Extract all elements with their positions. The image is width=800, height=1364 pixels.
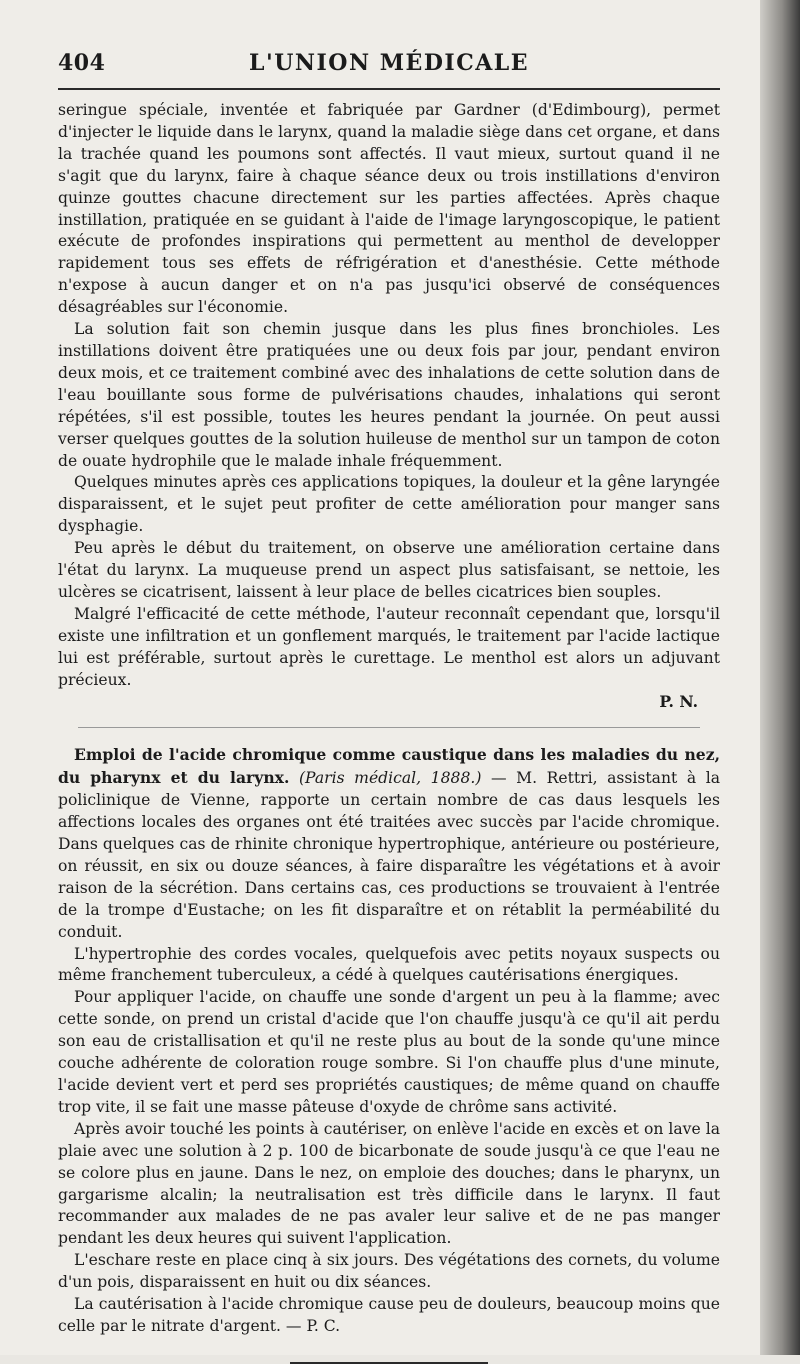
article-lead-paragraph <box>58 744 720 943</box>
continuation-paragraph-1: seringue spéciale, inventée et fabriquée par Gardner (d'Edimbourg), permet d'injecter le liquide dans le larynx, quand la maladie siège dans cet organe, et dans la trachée quand les poumons sont affectés. Il vaut mieux, surtout quand il ne s'agit que du larynx, faire à chaque séance deux ou trois instillations d'environ quinze gouttes chacune directement sur les parties affectées. Après chaque instillation, pratiquée en se guidant à l'aide de l'image laryngoscopique, le patient exécute de profondes inspirations qui permettent au menthol de developper rapidement tous ses effets de réfrigération et d'anesthésie. Cette méthode n'expose à aucun danger et on n'a pas jusqu'ici observé de conséquences désagréables sur l'économie. <box>58 101 720 317</box>
continuation-signature: P. N. <box>659 692 698 712</box>
page-header <box>58 40 720 76</box>
continuation-paragraph-5: Malgré l'efficacité de cette méthode, l'auteur reconnaît cependant que, lorsqu'il existe une infiltration et un gonflement marqués, le traitement par l'acide lactique lui est préférable, surtout après le curettage. Le menthol est alors un adjuvant précieux. <box>58 604 720 689</box>
header-rule <box>58 88 720 90</box>
continuation-paragraph-3: Quelques minutes après ces applications topiques, la douleur et la gêne laryngée disparaissent, et le sujet peut profiter de cette amélioration pour manger sans dysphagie. <box>58 473 720 536</box>
article-separator <box>78 727 700 728</box>
page-number: 404 <box>58 50 106 76</box>
article-source: (Paris médical, 1888.) <box>298 769 482 788</box>
article-title: Emploi de l'acide chromique comme caustique dans les maladies du nez, du pharynx et du larynx. <box>58 745 720 788</box>
journal-title: L'UNION MÉDICALE <box>248 50 530 76</box>
article-paragraph-3: Pour appliquer l'acide, on chauffe une sonde d'argent un peu à la flamme; avec cette sonde, on prend un cristal d'acide que l'on chauffe jusqu'à ce qu'il ait perdu son eau de cristallisation et qu'il ne reste plus au bout de la sonde qu'une mince couche adhérente de coloration rouge sombre. Si l'on chauffe plus d'une minute, l'acide devient vert et perd ses propriétés caustiques; de même quand on chauffe trop vite, il se fait une masse pâteuse d'oxyde de chrôme sans activité. <box>58 988 720 1116</box>
page-body <box>58 100 720 1338</box>
continuation-paragraph-2: La solution fait son chemin jusque dans les plus fines bronchioles. Les instillations doivent être pratiquées une ou deux fois par jour, pendant environ deux mois, et ce traitement combiné avec des inhalations de cette solution dans de l'eau bouillante sous forme de pulvérisations chaudes, inhalations qui seront répétées, s'il est possible, toutes les heures pendant la journée. On peut aussi verser quelques gouttes de la solution huileuse de menthol sur un tampon de coton de ouate hydrophile que le malade inhale fréquemment. <box>58 320 720 470</box>
article-lead-text: — M. Rettri, assistant à la policlinique de Vienne, rapporte un certain nombre de cas daus lesquels les affections locales des organes ont été traitées avec succès par l'acide chromique. Dans quelques cas de rhinite chronique hypertrophique, antérieure ou postérieure, on réussit, en six ou douze séances, à faire disparaître les végétations et à avoir raison de la sécrétion. Dans certains cas, ces productions se trouvaient à l'entrée de la trompe d'Eustache; on les fit disparaître et on rétablit la perméabilité du conduit. <box>58 769 720 941</box>
article-paragraph-6: La cautérisation à l'acide chromique cause peu de douleurs, beaucoup moins que celle par le nitrate d'argent. — P. C. <box>58 1295 720 1335</box>
article-paragraph-2: L'hypertrophie des cordes vocales, quelquefois avec petits noyaux suspects ou même franchement tuberculeux, a cédé à quelques cautérisations énergiques. <box>58 944 720 985</box>
article-paragraph-5: L'eschare reste en place cinq à six jours. Des végétations des cornets, du volume d'un pois, disparaissent en huit ou dix séances. <box>58 1251 720 1292</box>
article-paragraph-4: Après avoir touché les points à cautériser, on enlève l'acide en excès et on lave la plaie avec une solution à 2 p. 100 de bicarbonate de soude jusqu'à ce que l'eau ne se colore plus en jaune. Dans le nez, on emploie des douches; dans le pharynx, un gargarisme alcalin; la neutralisation est très difficile dans le larynx. Il faut recommander aux malades de ne pas avaler leur salive et de ne pas manger pendant les deux heures qui suivent l'application. <box>58 1119 720 1248</box>
continuation-paragraph-4: Peu après le début du traitement, on observe une amélioration certaine dans l'état du larynx. La muqueuse prend un aspect plus satisfaisant, se nettoie, les ulcères se cicatrisent, laissent à leur place de belles cicatrices bien souples. <box>58 539 720 601</box>
book-spine-edge <box>760 0 800 1355</box>
